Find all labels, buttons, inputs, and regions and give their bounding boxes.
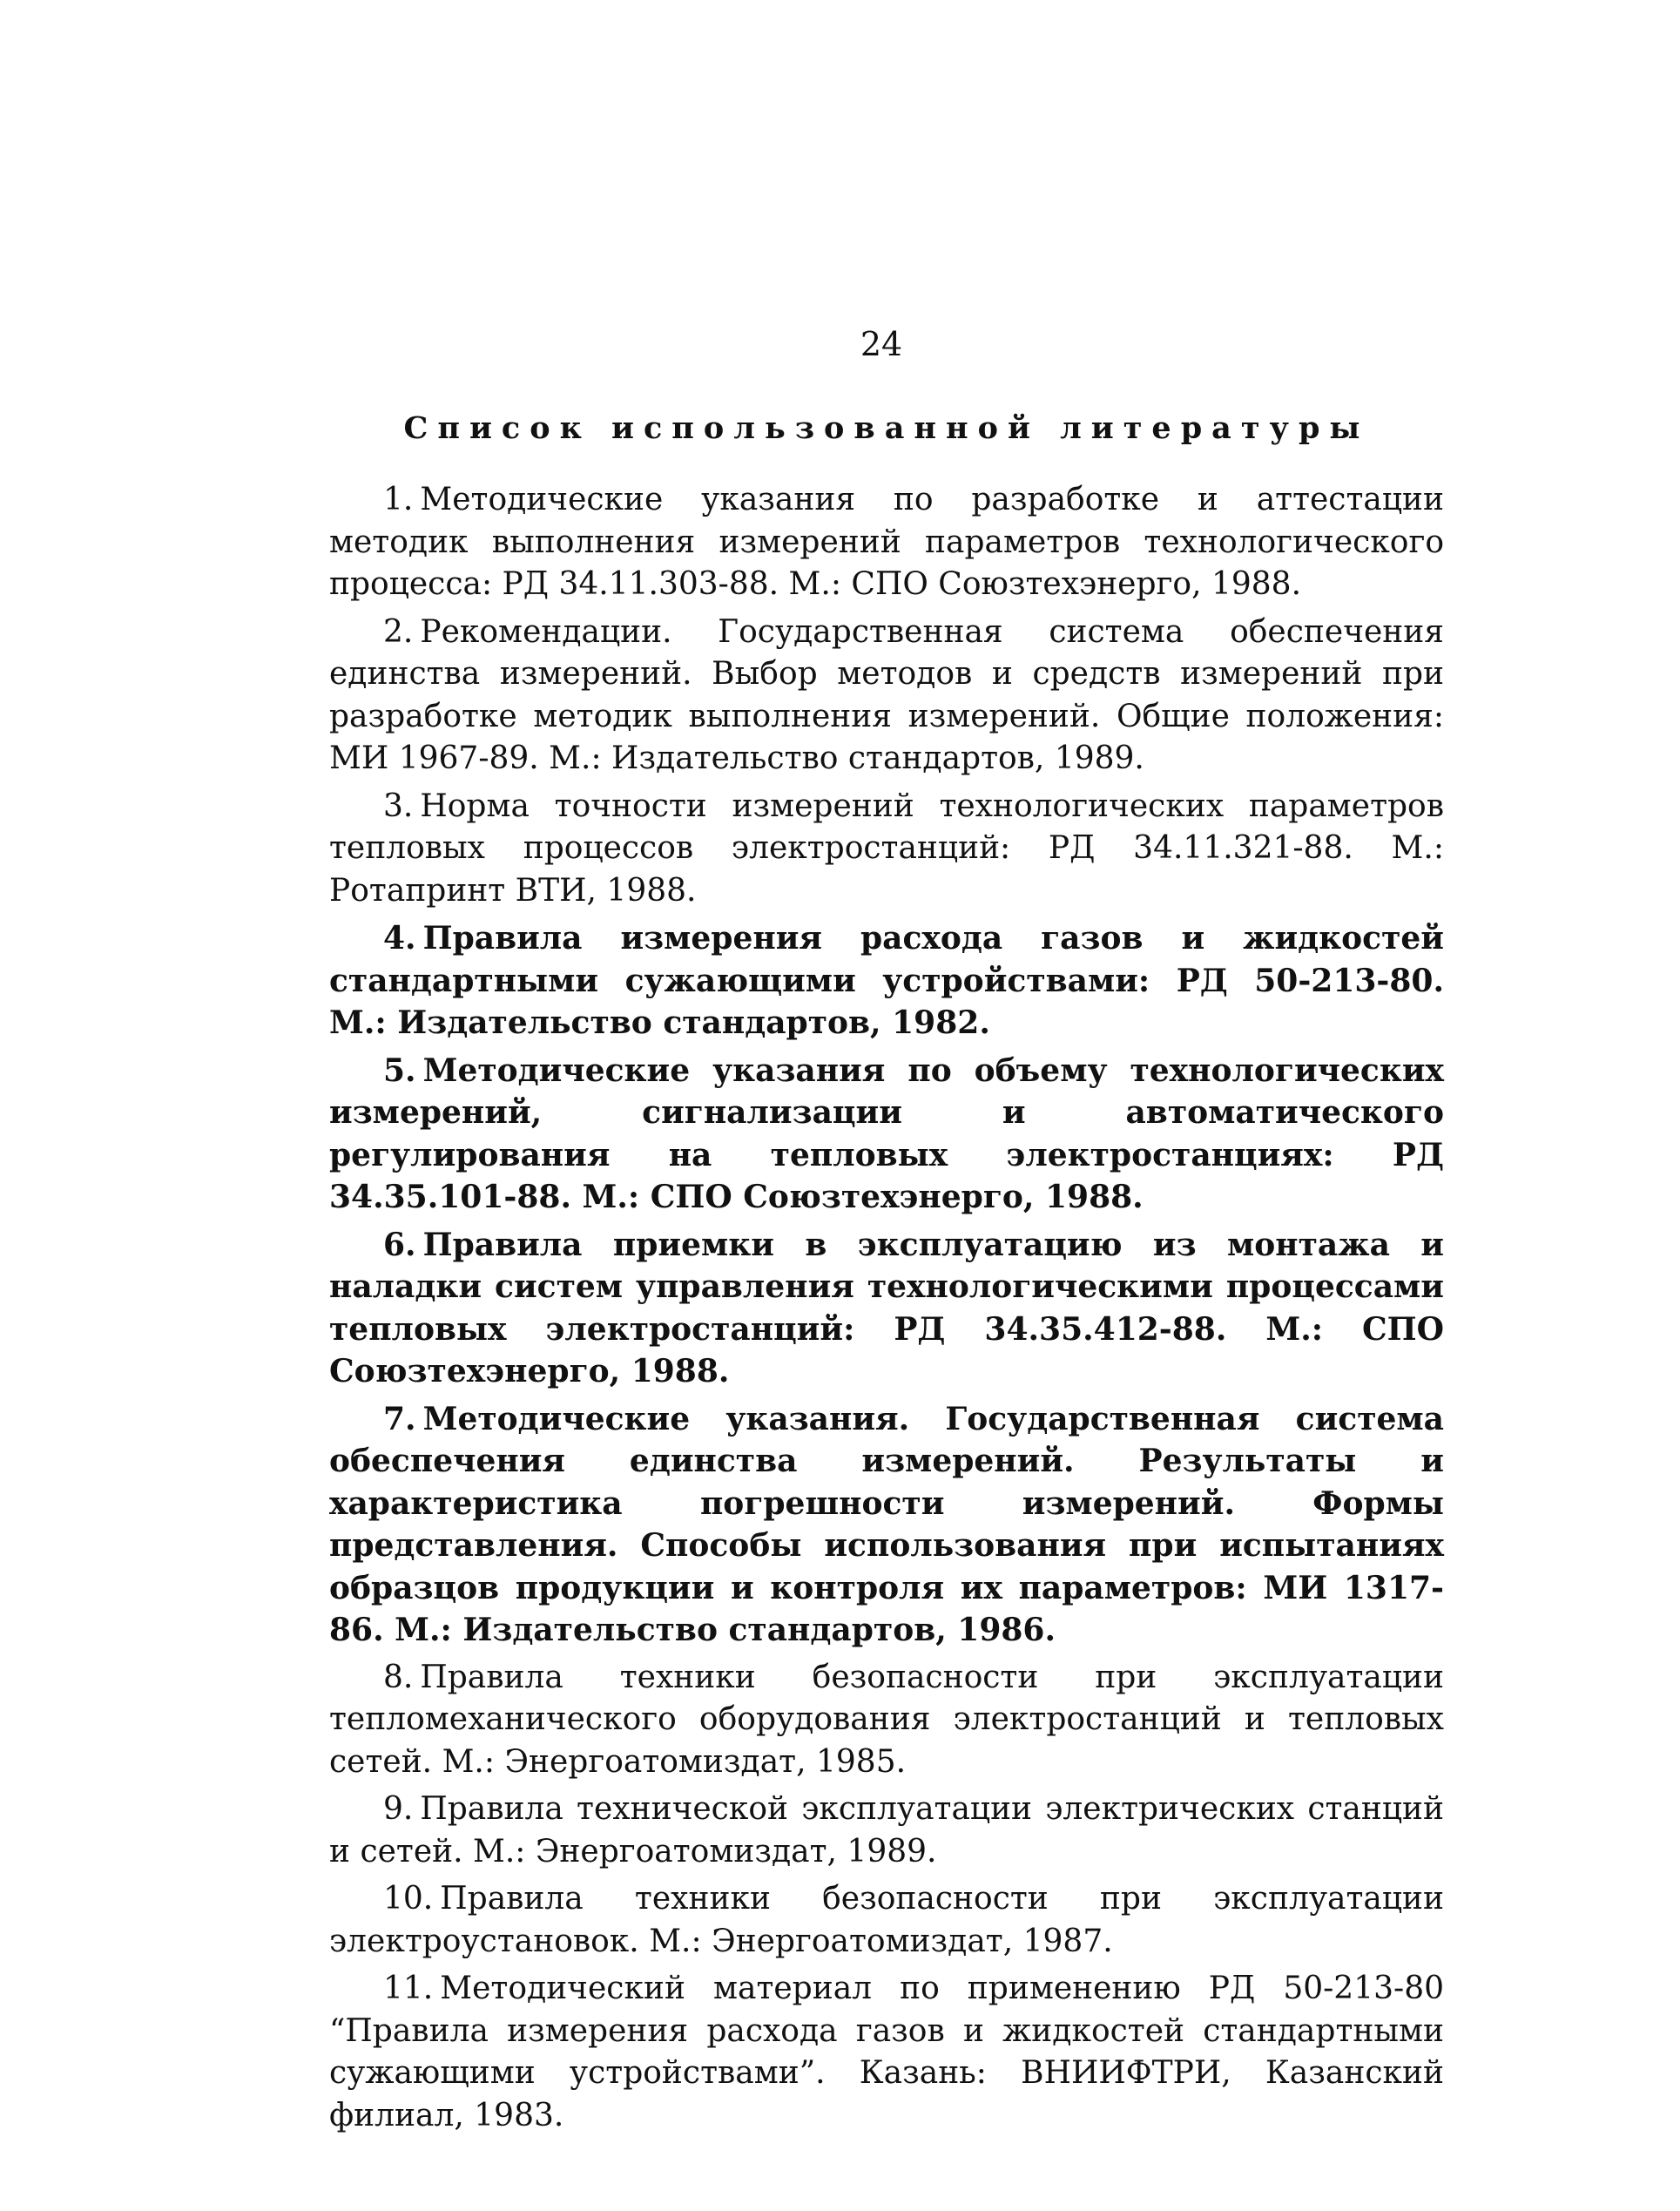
reference-number: 9. xyxy=(383,1791,414,1827)
bibliography-heading: Список использованной литературы xyxy=(403,410,1370,446)
reference-item-4 xyxy=(329,917,1444,1045)
reference-item-5 xyxy=(329,1050,1444,1219)
reference-item-7 xyxy=(329,1398,1444,1652)
reference-number: 4. xyxy=(383,920,416,957)
reference-number: 8. xyxy=(383,1659,414,1695)
reference-item-1 xyxy=(329,479,1444,606)
reference-item-11 xyxy=(329,1968,1444,2137)
reference-text: Методические указания по объему технологических измерений, сигнализации и автоматического регулирования на тепловых электростанциях: РД 34.35.101-88. М.: СПО Союзтехэнерго, 1988. xyxy=(329,1051,1444,1215)
reference-item-10 xyxy=(329,1878,1444,1963)
reference-text: Правила измерения расхода газов и жидкостей стандартными сужающими устройствами: РД 50-213-80. М.: Издательство стандартов, 1982. xyxy=(329,920,1444,1041)
reference-text: Методические указания по разработке и аттестации методик выполнения измерений параметров технологического процесса: РД 34.11.303-88. М.: СПО Союзтехэнерго, 1988. xyxy=(329,482,1444,602)
reference-item-3 xyxy=(329,786,1444,913)
reference-text: Правила технической эксплуатации электрических станций и сетей. М.: Энергоатомиздат, 1989. xyxy=(329,1791,1444,1870)
reference-text: Норма точности измерений технологических параметров тепловых процессов электростанций: РД 34.11.321-88. М.: Ротапринт ВТИ, 1988. xyxy=(329,788,1444,909)
reference-item-2 xyxy=(329,612,1444,781)
reference-number: 11. xyxy=(383,1971,434,2006)
reference-list xyxy=(329,479,1444,2142)
reference-number: 1. xyxy=(383,482,414,517)
reference-number: 6. xyxy=(383,1226,416,1263)
reference-number: 2. xyxy=(383,613,414,650)
page-number: 24 xyxy=(860,325,903,363)
reference-text: Методический материал по применению РД 50-213-80 “Правила измерения расхода газов и жидкостей стандартными сужающими устройствами”. Казань: ВНИИФТРИ, Казанский филиал, 1983. xyxy=(329,1971,1444,2133)
reference-item-9 xyxy=(329,1788,1444,1873)
reference-number: 3. xyxy=(383,788,414,824)
reference-text: Рекомендации. Государственная система обеспечения единства измерений. Выбор методов и средств измерений при разработке методик выполнения измерений. Общие положения: МИ 1967-89. М.: Издательство стандартов, 1989. xyxy=(329,613,1444,776)
reference-text: Правила техники безопасности при эксплуатации тепломеханического оборудования электростанций и тепловых сетей. М.: Энергоатомиздат, 1985. xyxy=(329,1659,1444,1780)
reference-number: 7. xyxy=(383,1400,416,1437)
reference-number: 10. xyxy=(383,1881,434,1917)
reference-text: Правила приемки в эксплуатацию из монтажа и наладки систем управления технологическими процессами тепловых электростанций: РД 34.35.412-88. М.: СПО Союзтехэнерго, 1988. xyxy=(329,1226,1444,1389)
reference-number: 5. xyxy=(383,1051,416,1089)
reference-text: Методические указания. Государственная система обеспечения единства измерений. Результаты и характеристика погрешности измерений. Формы представления. Способы использования при испытаниях образцов продукции и контроля их параметров: МИ 1317-86. М.: Издательство стандартов, 1986. xyxy=(329,1400,1444,1648)
reference-text: Правила техники безопасности при эксплуатации электроустановок. М.: Энергоатомиздат, 1987. xyxy=(329,1881,1444,1959)
reference-item-8 xyxy=(329,1657,1444,1784)
reference-item-6 xyxy=(329,1224,1444,1393)
